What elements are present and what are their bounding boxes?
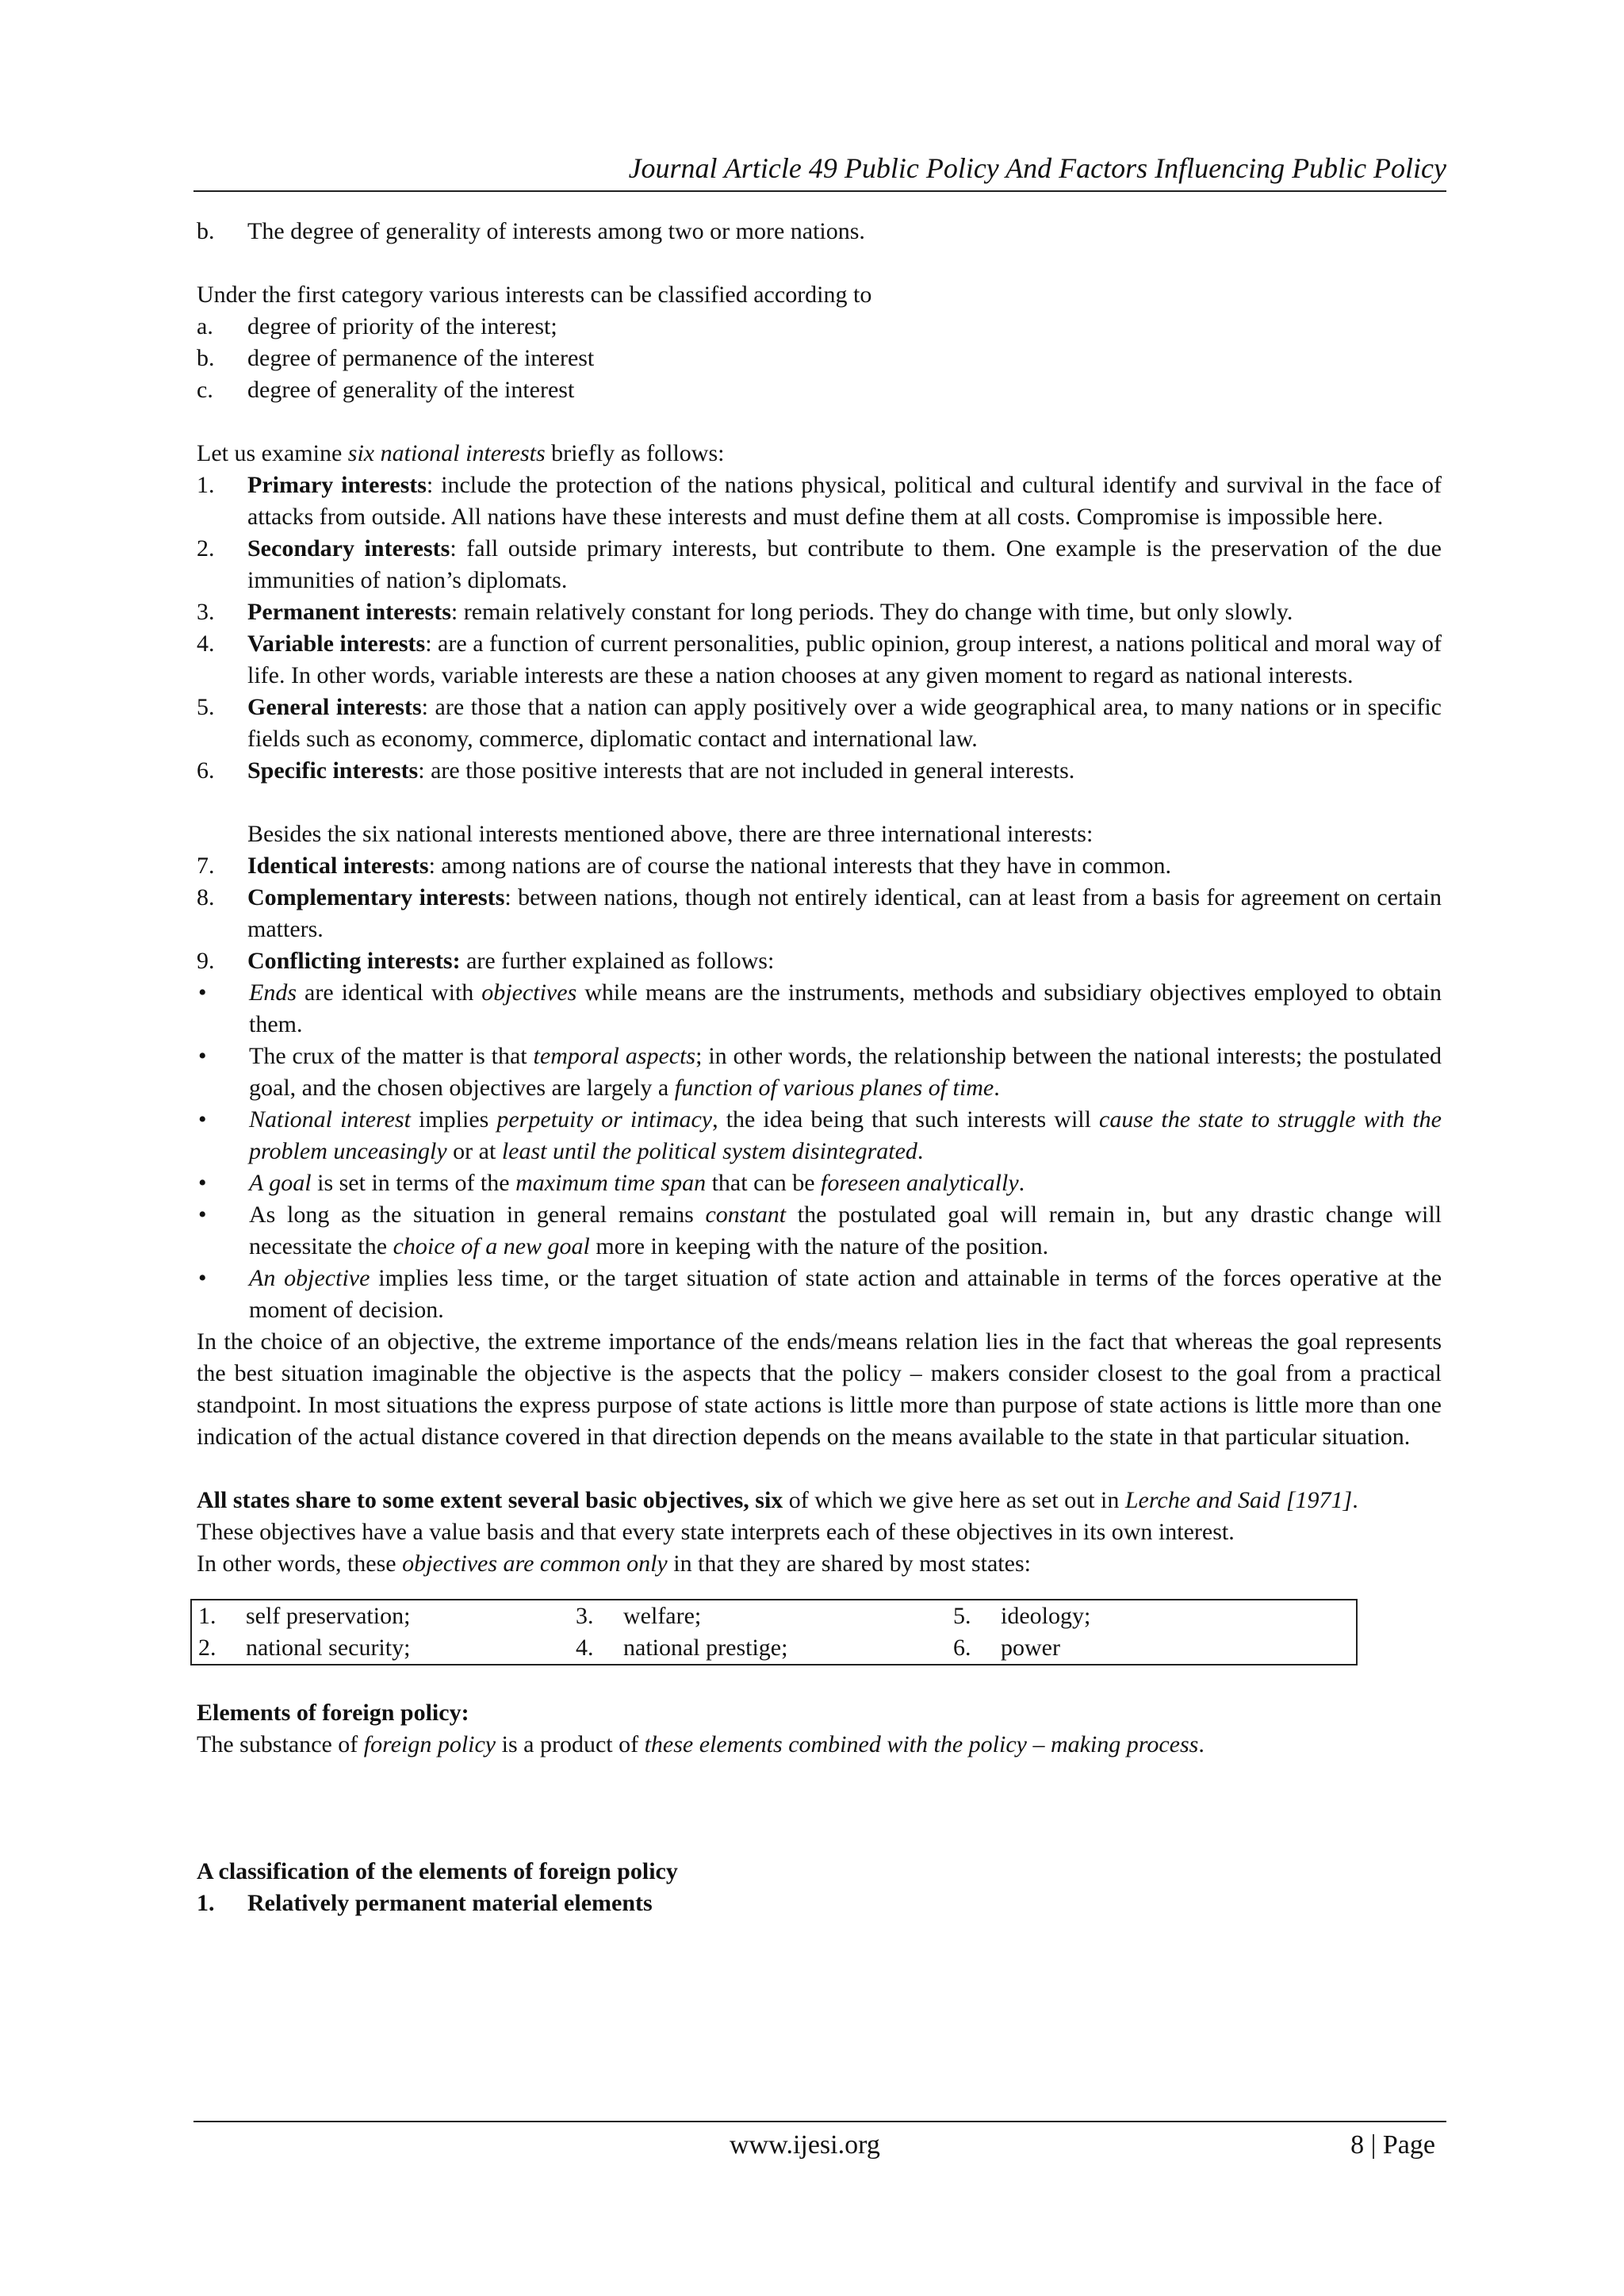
table-row: 1. self preservation; 3. welfare; 5. ideology; — [198, 1603, 1091, 1629]
page-number: 8 | Page — [1350, 2130, 1435, 2160]
objectives-line: In other words, these objectives are common only in that they are shared by most states: — [197, 1550, 1031, 1577]
page-footer — [193, 2121, 1446, 2160]
main-content — [197, 216, 1442, 1919]
bullet-item: • A goal is set in terms of the maximum time span that can be foreseen analytically. — [197, 1167, 1442, 1199]
objectives-table — [190, 1599, 1358, 1665]
bullet-item: • Ends are identical with objectives while means are the instruments, methods and subsidiary objectives employed to obtain them. — [197, 977, 1442, 1041]
footer-url: www.ijesi.org — [730, 2130, 880, 2160]
category-lead: Under the first category various interests can be classified according to — [197, 282, 872, 308]
objectives-lead: All states share to some extent several basic objectives, six of which we give here as set out in Lerche and Said [1971]. — [197, 1487, 1358, 1513]
elements-paragraph: The substance of foreign policy is a product of these elements combined with the policy – making process. — [197, 1731, 1205, 1757]
bullet-icon: • — [198, 1265, 207, 1291]
table-row: 2. national security; 4. national prestige; 6. power — [198, 1635, 1060, 1661]
bullet-icon: • — [198, 979, 207, 1006]
choice-paragraph: In the choice of an objective, the extreme importance of the ends/means relation lies in the fact that whereas the goal represents the best situation imaginable the objective is the aspects that the policy – makers consider closest to the goal from a practical standpoint. In most situations the express purpose of state actions is little more than purpose of state actions is little more than one indication of the actual distance covered in that direction depends on the means available to the state in that particular situation. — [197, 1328, 1442, 1450]
bullet-icon: • — [198, 1106, 207, 1133]
bullet-icon: • — [198, 1043, 207, 1069]
elements-heading: Elements of foreign policy: — [197, 1700, 469, 1726]
list-item: b. degree of permanence of the interest — [197, 345, 595, 371]
objectives-line: These objectives have a value basis and that every state interprets each of these objectives in its own interest. — [197, 1519, 1235, 1545]
bullet-item: • As long as the situation in general remains constant the postulated goal will remain in, but any drastic change will necessitate the choice of a new goal more in keeping with the nature of the position. — [197, 1199, 1442, 1263]
bullet-item: • The crux of the matter is that temporal aspects; in other words, the relationship between the national interests; the postulated goal, and the chosen objectives are largely a function of various planes of time. — [197, 1041, 1442, 1104]
list-item: 3. Permanent interests: remain relatively constant for long periods. They do change with time, but only slowly. — [197, 599, 1293, 625]
list-item: b. The degree of generality of interests among two or more nations. — [197, 218, 865, 244]
list-item: 8. Complementary interests: between nations, though not entirely identical, can at least from a basis for agreement on certain matters. — [197, 884, 1442, 942]
classification-heading: A classification of the elements of foreign policy — [197, 1858, 678, 1884]
list-item: 1. Relatively permanent material elements — [197, 1890, 653, 1916]
running-header: Journal Article 49 Public Policy And Factors Influencing Public Policy — [193, 149, 1446, 192]
bullet-item: • National interest implies perpetuity or intimacy, the idea being that such interests will cause the state to struggle with the problem unceasingly or at least until the political system disintegrated. — [197, 1104, 1442, 1167]
examine-lead: Let us examine six national interests briefly as follows: — [197, 440, 725, 466]
list-item: c. degree of generality of the interest — [197, 377, 575, 403]
list-item: 5. General interests: are those that a nation can apply positively over a wide geographical area, to many nations or in specific fields such as economy, commerce, diplomatic contact and international law. — [197, 694, 1442, 752]
list-item: 6. Specific interests: are those positive interests that are not included in general interests. — [197, 757, 1075, 784]
intl-lead: Besides the six national interests mentioned above, there are three international interests: — [247, 821, 1094, 847]
list-item: 4. Variable interests: are a function of current personalities, public opinion, group interest, a nations political and moral way of life. In other words, variable interests are these a nation chooses at any given moment to regard as national interests. — [197, 631, 1442, 688]
list-item: 9. Conflicting interests: are further explained as follows: — [197, 948, 775, 974]
list-item: 2. Secondary interests: fall outside primary interests, but contribute to them. One example is the preservation of the due immunities of nation’s diplomats. — [197, 535, 1442, 593]
bullet-icon: • — [198, 1170, 207, 1196]
bullet-icon: • — [198, 1202, 207, 1228]
bullet-item: • An objective implies less time, or the target situation of state action and attainable in terms of the forces operative at the moment of decision. — [197, 1263, 1442, 1326]
list-item: 1. Primary interests: include the protection of the nations physical, political and cultural identify and survival in the face of attacks from outside. All nations have these interests and must define them at all costs. Compromise is impossible here. — [197, 472, 1442, 530]
list-item: a. degree of priority of the interest; — [197, 313, 557, 339]
list-item: 7. Identical interests: among nations are of course the national interests that they have in common. — [197, 853, 1171, 879]
